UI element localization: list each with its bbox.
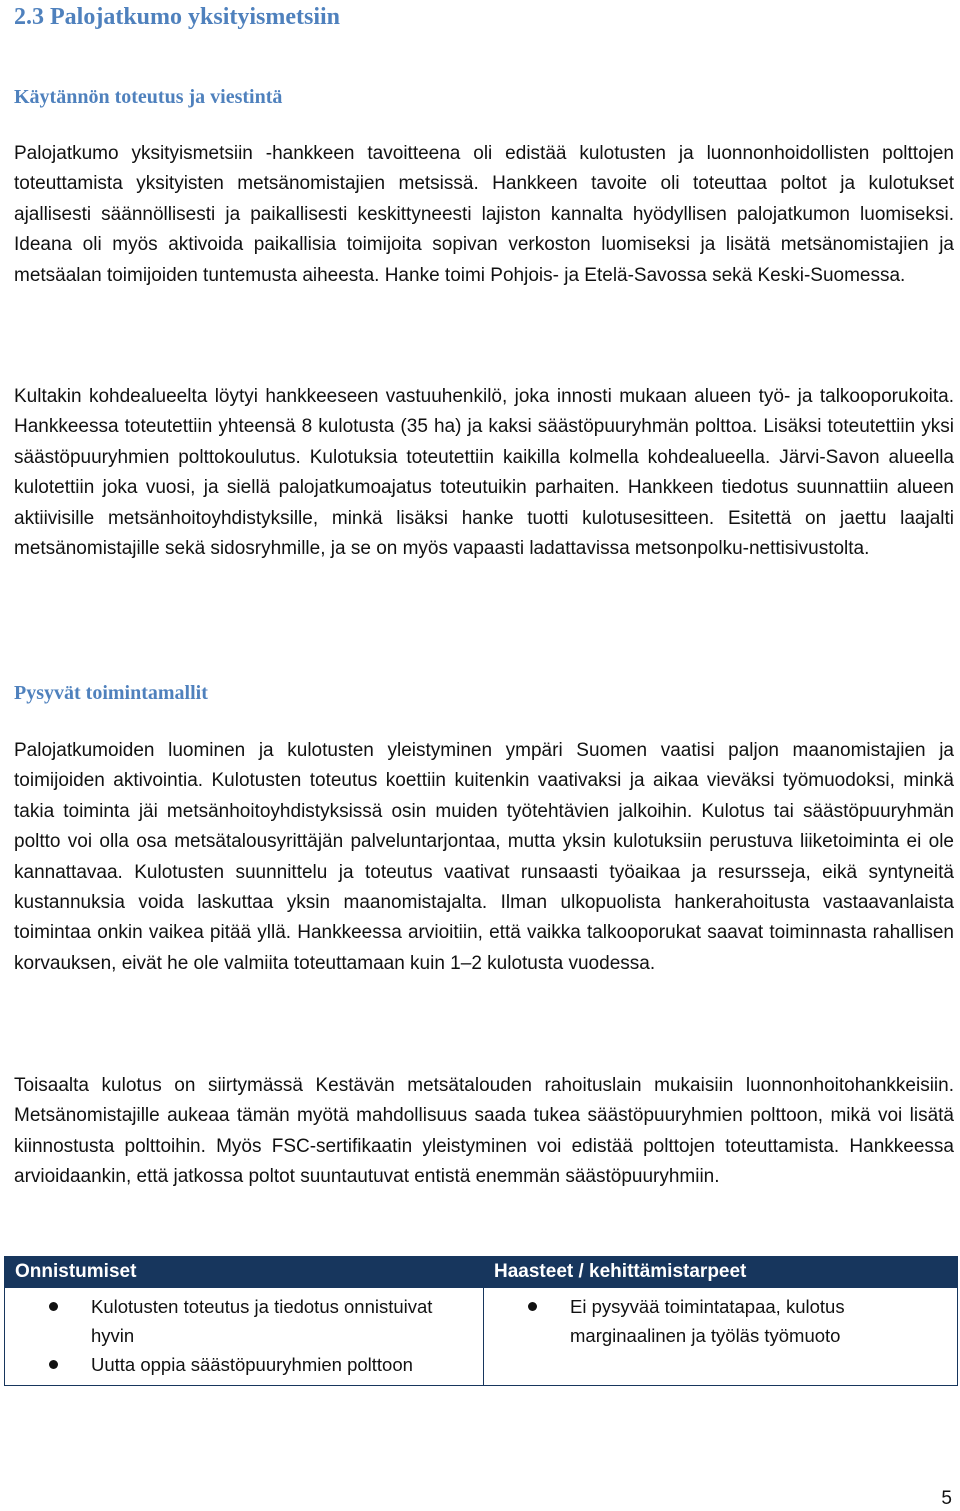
subsection-title-implementation: Käytännön toteutus ja viestintä (14, 86, 283, 108)
summary-table (4, 1256, 958, 1386)
challenges-list (494, 1292, 949, 1350)
list-item (15, 1292, 475, 1350)
paragraph-permanent-models: Palojatkumoiden luominen ja kulotusten yleistyminen ympäri Suomen vaatisi paljon maanomistajien ja toimijoiden aktivointia. Kulotusten toteutus koettiin kuitenkin vaativaksi ja aikaa vieväksi työmuodoksi, minkä takia toiminta jäi metsänhoitoyhdistyksissä osin muiden työtehtävien jalkoihin. Kulotus tai säästöpuuryhmän poltto voi olla osa metsätalousyrittäjän palveluntarjontaa, mutta yksin kulotuksiin perustuva liiketoiminta ei ole kannattavaa. Kulotusten suunnittelu ja toteutus vaativat runsaasti työaikaa ja resursseja, eikä syntyneitä kustannuksia voida laskuttaa yksin maanomistajalta. Ilman ulkopuolista hankerahoitusta vastaavanlaista toimintaa onkin vaikea pitää yllä. Hankkeessa arvioitiin, että vaikka talkooporukat saavat toiminnasta rahallisen korvauksen, eivät he ole valmiita toteuttamaan kuin 1–2 kulotusta vuodessa. (14, 740, 954, 974)
success-item-text: Uutta oppia säästöpuuryhmien polttoon (91, 1354, 413, 1375)
success-item-text: Kulotusten toteutus ja tiedotus onnistuivat hyvin (91, 1296, 433, 1346)
successes-list (15, 1292, 475, 1379)
paragraph-project-results: Kultakin kohdealueelta löytyi hankkeeseen vastuuhenkilö, joka innosti mukaan alueen työ- ja talkooporukoita. Hankkeessa toteutettiin yhteensä 8 kulotusta (35 ha) ja kaksi säästöpuuryhmän polttoa. Lisäksi toteutettiin yksi säästöpuuryhmien polttokoulutus. Kulotuksia toteutettiin kaikilla kolmella kohdealueella. Järvi-Savon alueella kulotettiin joka vuosi, ja siellä palojatkumoajatus toteutuikin parhaiten. Hankkeen tiedotus suunnattiin alueen aktiivisille metsänhoitoyhdistyksille, minkä lisäksi hanke tuotti kulotusesitteen. Esitettä on jaettu laajalti metsänomistajille sekä sidosryhmille, ja se on myös vapaasti ladattavissa metsonpolku-nettisivustolta. (14, 386, 954, 560)
successes-header: Onnistumiset (5, 1257, 484, 1288)
bullet-icon (528, 1302, 537, 1311)
successes-cell (5, 1288, 484, 1386)
bullet-icon (49, 1360, 58, 1369)
list-item (15, 1350, 475, 1379)
paragraph-project-goals: Palojatkumo yksityismetsiin -hankkeen tavoitteena oli edistää kulotusten ja luonnonhoidollisten polttojen toteuttamista yksityisten metsänomistajien metsissä. Hankkeen tavoite oli toteuttaa poltot ja kulotukset ajallisesti säännöllisesti ja paikallisesti keskittyneesti lajiston kannalta hyödyllisen palojatkumon luomiseksi. Ideana oli myös aktivoida paikallisia toimijoita sopivan verkoston luomiseksi ja lisätä metsänomistajien ja metsäalan toimijoiden tuntemusta aiheesta. Hanke toimi Pohjois- ja Etelä-Savossa sekä Keski-Suomessa. (14, 143, 954, 286)
subsection-title-permanent-models: Pysyvät toimintamallit (14, 682, 208, 704)
section-title: 2.3 Palojatkumo yksityismetsiin (14, 4, 341, 30)
challenges-header: Haasteet / kehittämistarpeet (484, 1257, 958, 1288)
challenges-cell (484, 1288, 958, 1386)
bullet-icon (49, 1302, 58, 1311)
challenge-item-text: Ei pysyvää toimintatapaa, kulotus marginaalinen ja työläs työmuoto (570, 1296, 845, 1346)
page-number: 5 (941, 1488, 952, 1509)
paragraph-future-outlook: Toisaalta kulotus on siirtymässä Kestävän metsätalouden rahoituslain mukaisiin luonnonhoitohankkeisiin. Metsänomistajille aukeaa tämän myötä mahdollisuus saada tukea säästöpuuryhmien polttoon, mikä voi lisätä kiinnostusta polttoihin. Myös FSC-sertifikaatin yleistyminen voi edistää polttojen toteuttamista. Hankkeessa arvioidaankin, että jatkossa poltot suuntautuvat entistä enemmän säästöpuuryhmiin. (14, 1075, 954, 1188)
list-item (494, 1292, 949, 1350)
